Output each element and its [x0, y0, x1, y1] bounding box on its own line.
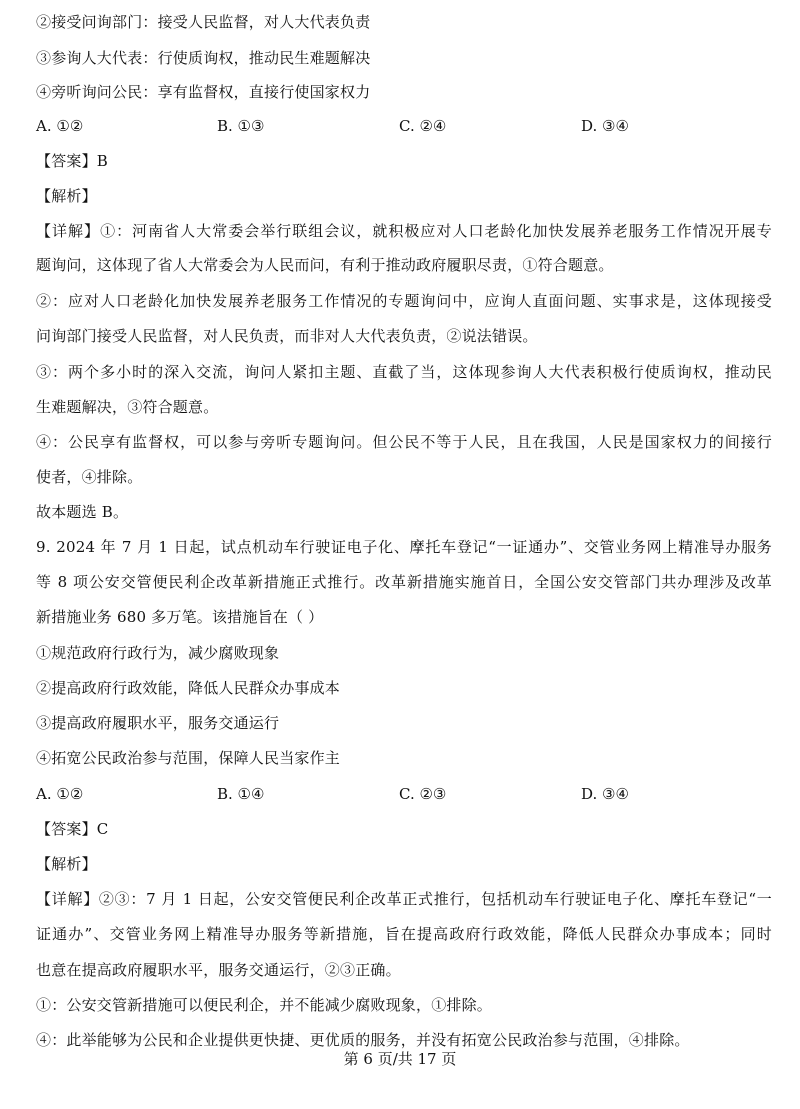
detail-line: 生难题解决，③符合题意。	[36, 398, 219, 416]
option-a: A. ①②	[36, 117, 84, 135]
statement-4: ④旁听询问公民：享有监督权，直接行使国家权力	[36, 83, 371, 101]
detail-line: ③：两个多小时的深入交流，询问人紧扣主题、直截了当，这体现参询人大代表积极行使质询权，推动民	[36, 363, 772, 381]
option-c: C. ②③	[399, 785, 447, 803]
answer-options	[36, 784, 772, 804]
detail-line: ②：应对人口老龄化加快发展养老服务工作情况的专题询问中，应询人直面问题、实事求是，这体现接受	[36, 292, 772, 310]
analysis-label: 【解析】	[36, 187, 97, 205]
question-stem: 等 8 项公安交管便民利企改革新措施正式推行。改革新措施实施首日，全国公安交管部门共办理涉及改革	[36, 573, 772, 591]
detail-line: 问询部门接受人民监督，对人民负责，而非对人大代表负责，②说法错误。	[36, 327, 538, 345]
detail-line: 题询问，这体现了省人大常委会为人民而问，有利于推动政府履职尽责，①符合题意。	[36, 256, 614, 274]
answer-options	[36, 116, 772, 136]
answer-label: 【答案】B	[36, 152, 109, 170]
page-number: 第 6 页/共 17 页	[343, 1050, 457, 1068]
conclusion-line: 故本题选 B。	[36, 503, 129, 521]
detail-line: 【详解】①：河南省人大常委会举行联组会议，就积极应对人口老龄化加快发展养老服务工作情况开展专	[36, 222, 772, 240]
statement-3: ③参询人大代表：行使质询权，推动民生难题解决	[36, 49, 371, 67]
statement-2: ②提高政府行政效能，降低人民群众办事成本	[36, 679, 341, 697]
statement-4: ④拓宽公民政治参与范围，保障人民当家作主	[36, 749, 341, 767]
question-stem: 9. 2024 年 7 月 1 日起，试点机动车行驶证电子化、摩托车登记“一证通办”、交管业务网上精准导办服务	[36, 538, 772, 556]
detail-line: ④：此举能够为公民和企业提供更快捷、更优质的服务，并没有拓宽公民政治参与范围，④排除。	[36, 1031, 690, 1049]
question-stem: 新措施业务 680 多万笔。该措施旨在（ ）	[36, 608, 324, 626]
option-a: A. ①②	[36, 785, 84, 803]
detail-line: ①：公安交管新措施可以便民利企，并不能减少腐败现象，①排除。	[36, 996, 493, 1014]
detail-line: ④：公民享有监督权，可以参与旁听专题询问。但公民不等于人民，且在我国，人民是国家权力的间接行	[36, 433, 772, 451]
detail-line: 证通办”、交管业务网上精准导办服务等新措施，旨在提高政府行政效能，降低人民群众办事成本；同时	[36, 925, 772, 943]
option-b: B. ①③	[217, 117, 265, 135]
option-c: C. ②④	[399, 117, 447, 135]
answer-label: 【答案】C	[36, 820, 109, 838]
statement-1: ①规范政府行政行为，减少腐败现象	[36, 644, 280, 662]
detail-line: 【详解】②③：7 月 1 日起，公安交管便民利企改革正式推行，包括机动车行驶证电子化、摩托车登记“一	[36, 890, 772, 908]
analysis-label: 【解析】	[36, 855, 97, 873]
option-b: B. ①④	[217, 785, 265, 803]
detail-line: 使者，④排除。	[36, 468, 143, 486]
option-d: D. ③④	[581, 785, 629, 803]
detail-line: 也意在提高政府履职水平，服务交通运行，②③正确。	[36, 961, 401, 979]
option-d: D. ③④	[581, 117, 629, 135]
statement-3: ③提高政府履职水平，服务交通运行	[36, 714, 280, 732]
statement-2: ②接受问询部门：接受人民监督，对人大代表负责	[36, 13, 371, 31]
